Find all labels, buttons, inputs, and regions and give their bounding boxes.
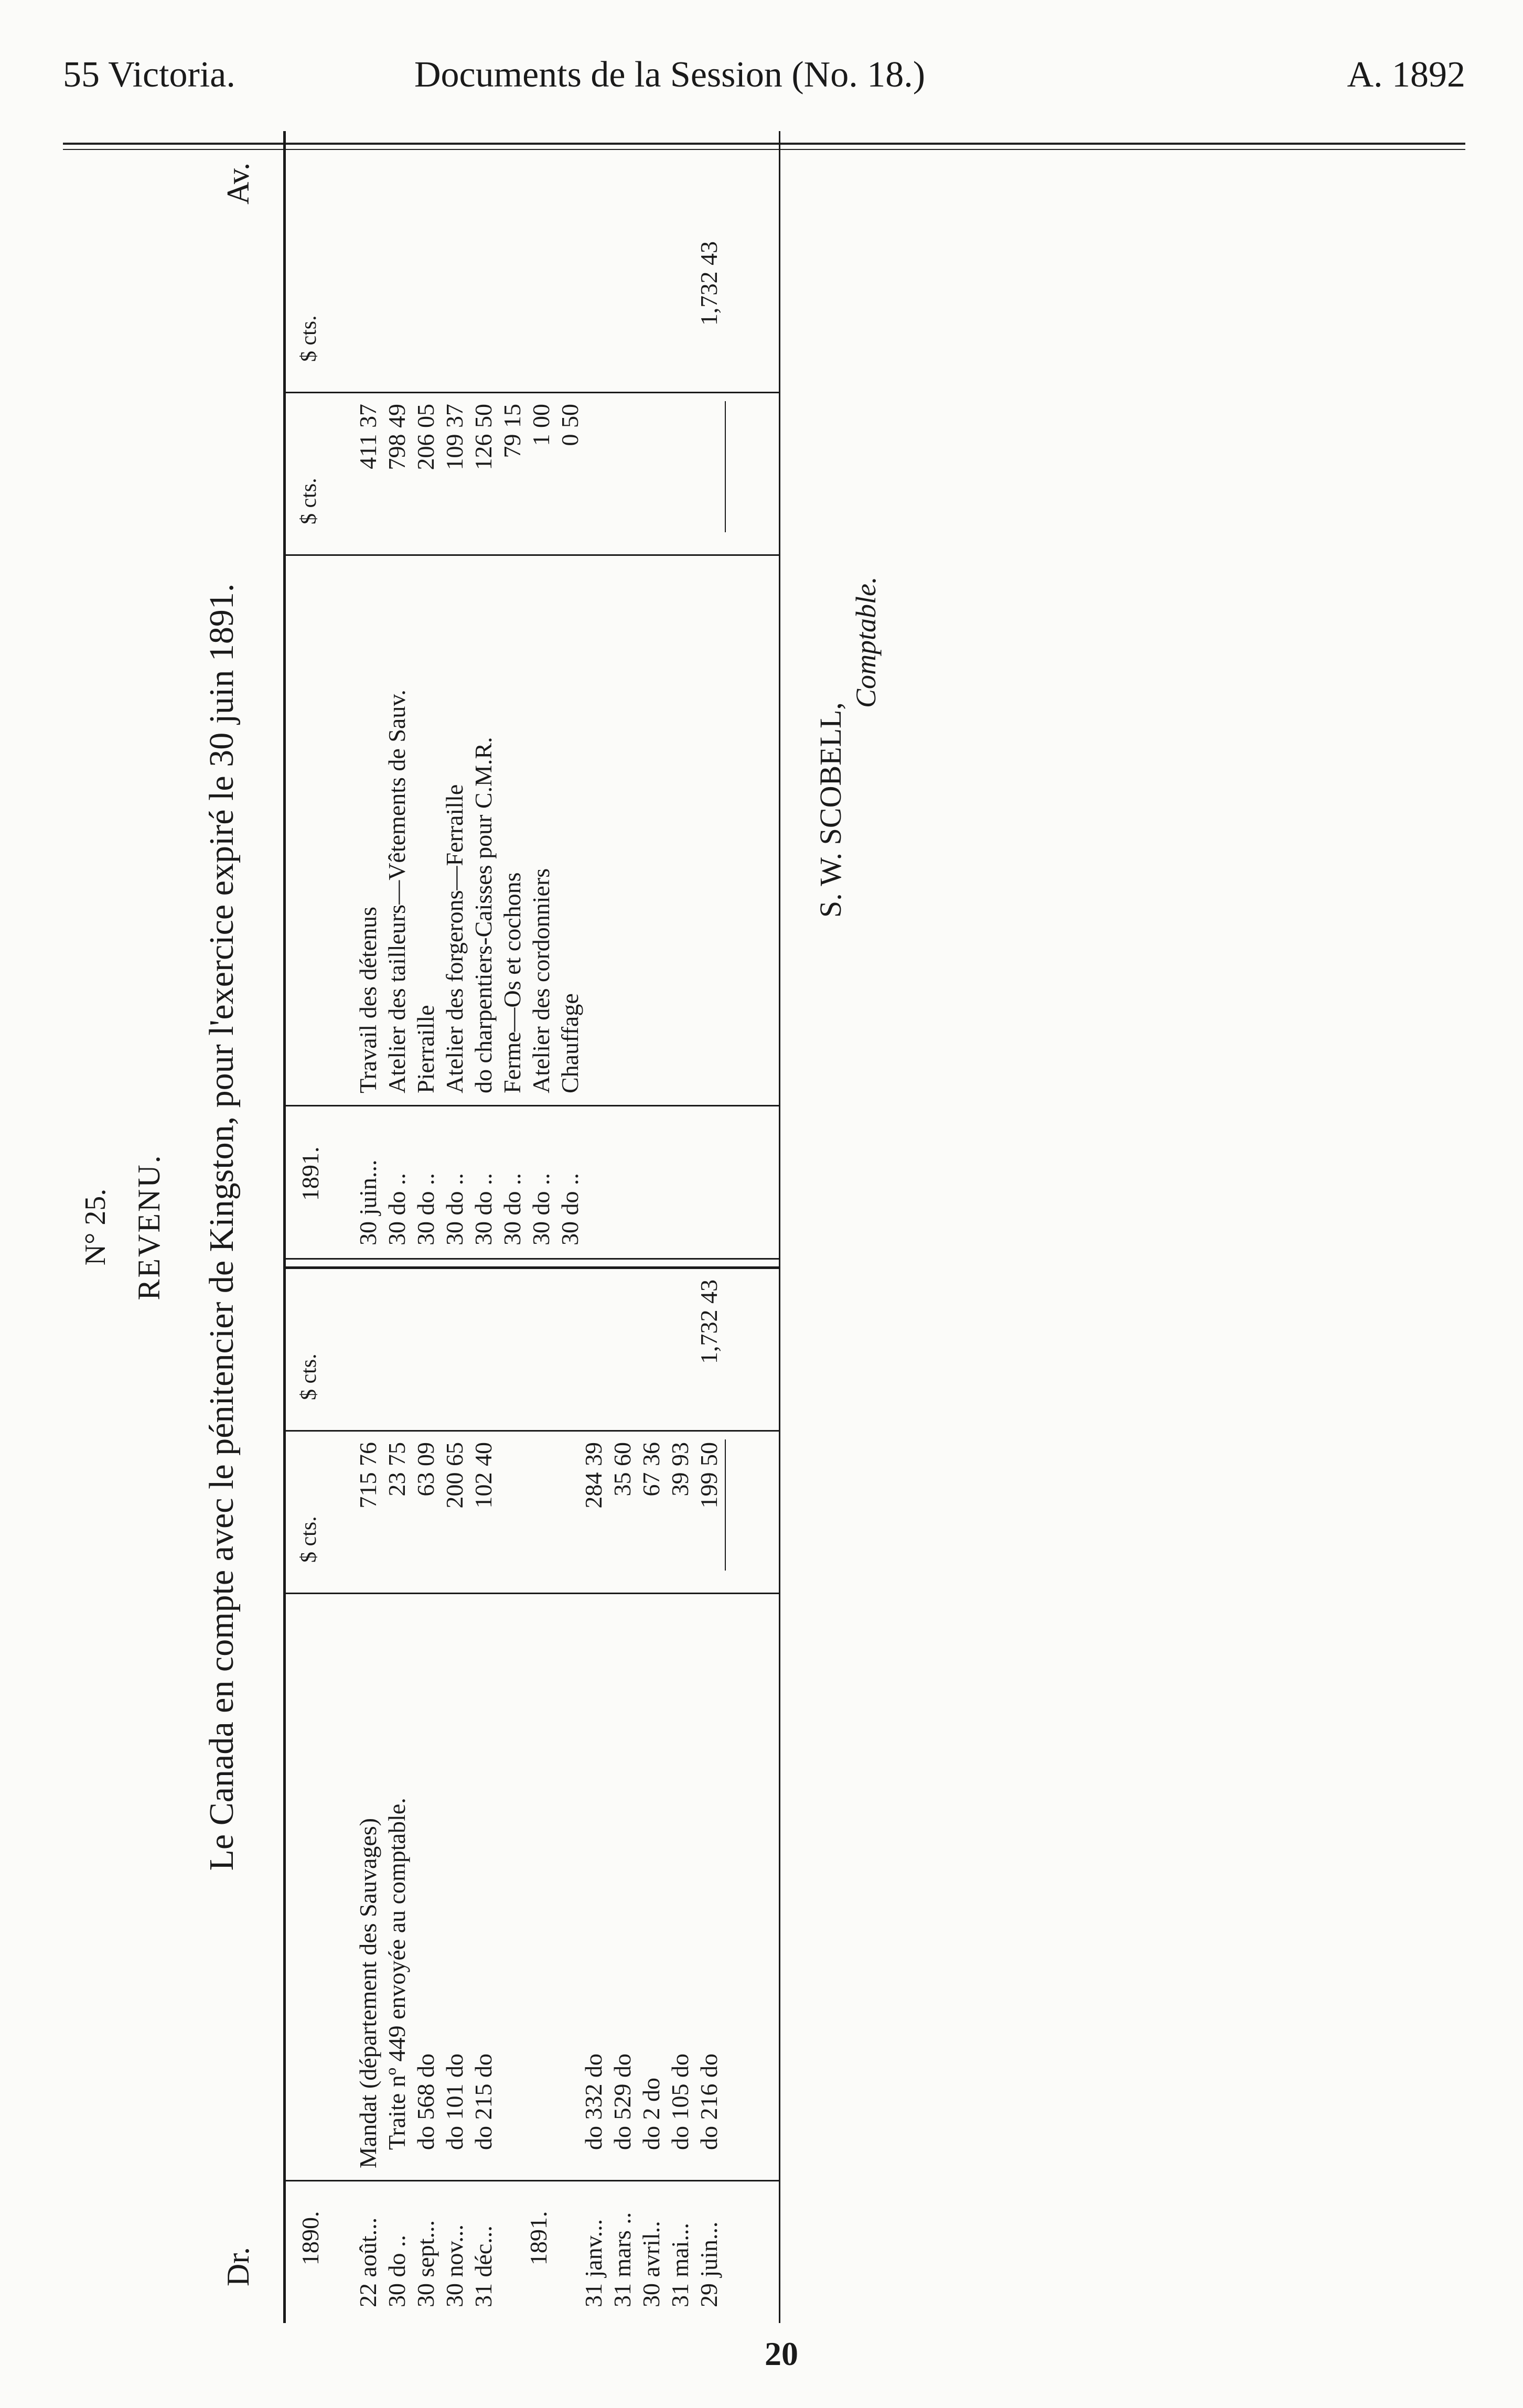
header-series-year: A. 1892 xyxy=(1347,55,1465,95)
credit-total-amount: 1,732 43 xyxy=(695,241,722,326)
credit-date-column-rule xyxy=(283,1105,779,1106)
debit-row-amount: 35 60 xyxy=(609,1442,636,1497)
credit-row xyxy=(441,1162,468,1245)
credit-row-desc: Ferme—Os et cochons xyxy=(499,872,525,1093)
credit-subtotal-rule xyxy=(725,401,726,532)
debit-amount-column-rule xyxy=(283,1430,779,1432)
debit-row-date: 31 mai... xyxy=(667,2223,693,2307)
credit-row-desc: Travail des détenus xyxy=(355,906,381,1093)
credit-row xyxy=(412,1162,439,1245)
debit-row xyxy=(608,2212,636,2307)
credit-row-date: 30 do .. xyxy=(499,1173,525,1245)
credit-row-date: 30 do .. xyxy=(412,1173,439,1245)
debit-year-1891: 1891. xyxy=(525,2211,552,2265)
credit-row xyxy=(469,1162,497,1245)
debit-subtotal-currency-header: $ cts. xyxy=(297,1516,321,1563)
credit-row xyxy=(556,1162,584,1245)
debit-row xyxy=(383,2223,411,2307)
credit-row xyxy=(527,1162,555,1245)
debit-row xyxy=(441,2223,468,2307)
debit-row xyxy=(412,2220,439,2307)
credit-label: Av. xyxy=(221,163,255,205)
credit-row-desc: Atelier des tailleurs—Vêtements de Sauv. xyxy=(383,690,410,1093)
debit-row xyxy=(580,2219,607,2307)
debit-row-desc: do 215 do xyxy=(470,2054,497,2150)
debit-row-date: 29 juin... xyxy=(695,2221,722,2307)
header-document-title: Documents de la Session (No. 18.) xyxy=(414,55,926,95)
debit-row-desc: do 568 do xyxy=(412,2054,439,2150)
debit-row-desc: do 2 do xyxy=(638,2078,664,2150)
credit-row xyxy=(354,1159,382,1245)
debit-total-currency-header: $ cts. xyxy=(297,1353,321,1400)
debit-row-amount: 39 93 xyxy=(667,1442,693,1497)
credit-row xyxy=(498,1162,526,1245)
revenue-statement xyxy=(63,110,913,2344)
page-number: 20 xyxy=(765,2335,798,2372)
debit-row-amount: 199 50 xyxy=(695,1442,722,1509)
credit-row-amount: 411 37 xyxy=(355,404,381,469)
credit-row-amount: 126 50 xyxy=(470,404,497,470)
credit-row-date: 30 do .. xyxy=(470,1173,497,1245)
debit-date-column-rule xyxy=(283,2180,779,2181)
credit-row-date: 30 do .. xyxy=(528,1173,554,1245)
credit-desc-column-rule xyxy=(283,554,779,556)
credit-row-amount: 79 15 xyxy=(499,404,525,458)
debit-row xyxy=(637,2223,665,2307)
debit-row xyxy=(469,2223,497,2307)
debit-year-1890: 1890. xyxy=(297,2211,324,2265)
credit-row-amount: 798 49 xyxy=(383,404,410,470)
credit-row-desc: Pierraille xyxy=(412,1005,439,1093)
debit-row-desc: do 105 do xyxy=(667,2054,693,2150)
debit-row-date: 30 avril.. xyxy=(638,2221,664,2307)
debit-row-desc: do 101 do xyxy=(441,2054,468,2150)
statement-number: N° 25. xyxy=(79,1188,112,1266)
debit-row-desc: Mandat (département des Sauvages) xyxy=(355,1818,381,2168)
credit-row-desc: Atelier des forgerons—Ferraille xyxy=(441,784,468,1093)
credit-row-amount: 0 50 xyxy=(556,404,583,446)
debit-row-amount: 63 09 xyxy=(412,1442,439,1497)
credit-year-1891: 1891. xyxy=(297,1146,324,1201)
debit-row-date: 30 sept... xyxy=(412,2220,439,2307)
debit-row-amount: 102 40 xyxy=(470,1442,497,1509)
debit-row-amount: 23 75 xyxy=(383,1442,410,1497)
debit-row-amount: 284 39 xyxy=(580,1442,607,1509)
debit-row-date: 31 mars .. xyxy=(609,2212,636,2307)
debit-total-amount: 1,732 43 xyxy=(695,1280,722,1364)
table-bottom-rule xyxy=(779,131,780,2323)
credit-row-amount: 109 37 xyxy=(441,404,468,470)
accountant-signature-title: Comptable. xyxy=(850,576,882,708)
credit-subtotal-currency-header: $ cts. xyxy=(297,478,321,524)
table-top-rule xyxy=(283,131,286,2323)
credit-total-currency-header: $ cts. xyxy=(297,315,321,362)
debit-row-date: 22 août... xyxy=(355,2217,381,2307)
credit-row-desc: Chauffage xyxy=(556,993,583,1093)
credit-row-date: 30 do .. xyxy=(441,1173,468,1245)
debit-row xyxy=(666,2223,694,2307)
debit-row-date: 31 déc... xyxy=(470,2226,497,2307)
debit-label: Dr. xyxy=(221,2247,255,2286)
debit-row-date: 30 do .. xyxy=(383,2235,410,2307)
debit-row-desc: Traite nº 449 envoyée au comptable. xyxy=(383,1798,410,2150)
debit-row-date: 31 janv... xyxy=(580,2219,607,2307)
debit-desc-column-rule xyxy=(283,1593,779,1594)
debit-row-amount: 715 76 xyxy=(355,1442,381,1509)
header-session-year: 55 Victoria. xyxy=(63,55,235,95)
credit-row-date: 30 do .. xyxy=(383,1173,410,1245)
debit-row xyxy=(354,2217,382,2307)
accountant-signature-name: S. W. SCOBELL, xyxy=(813,702,848,918)
debit-row-amount: 67 36 xyxy=(638,1442,664,1497)
credit-row-desc: Atelier des cordonniers xyxy=(528,868,554,1093)
debit-row xyxy=(695,2223,723,2307)
credit-row-desc: do charpentiers-Caisses pour C.M.R. xyxy=(470,737,497,1093)
debit-row-desc: do 216 do xyxy=(695,2054,722,2150)
debit-row-desc: do 332 do xyxy=(580,2054,607,2150)
center-divider-inner xyxy=(283,1258,779,1260)
credit-amount-column-rule xyxy=(283,392,779,393)
credit-row-amount: 206 05 xyxy=(412,404,439,470)
debit-subtotal-rule xyxy=(725,1439,726,1571)
statement-subtitle: Le Canada en compte avec le pénitencier de Kingston, pour l'exercice expiré le 30 juin 1891. xyxy=(202,583,241,1871)
credit-row xyxy=(383,1162,411,1245)
debit-row-desc: do 529 do xyxy=(609,2054,636,2150)
credit-row-date: 30 do .. xyxy=(556,1173,583,1245)
debit-row-date: 30 nov... xyxy=(441,2224,468,2307)
credit-row-date: 30 juin... xyxy=(355,1159,381,1245)
credit-row-amount: 1 00 xyxy=(528,404,554,446)
statement-heading: REVENU. xyxy=(132,1154,166,1300)
center-divider xyxy=(283,1266,779,1269)
debit-row-amount: 200 65 xyxy=(441,1442,468,1509)
